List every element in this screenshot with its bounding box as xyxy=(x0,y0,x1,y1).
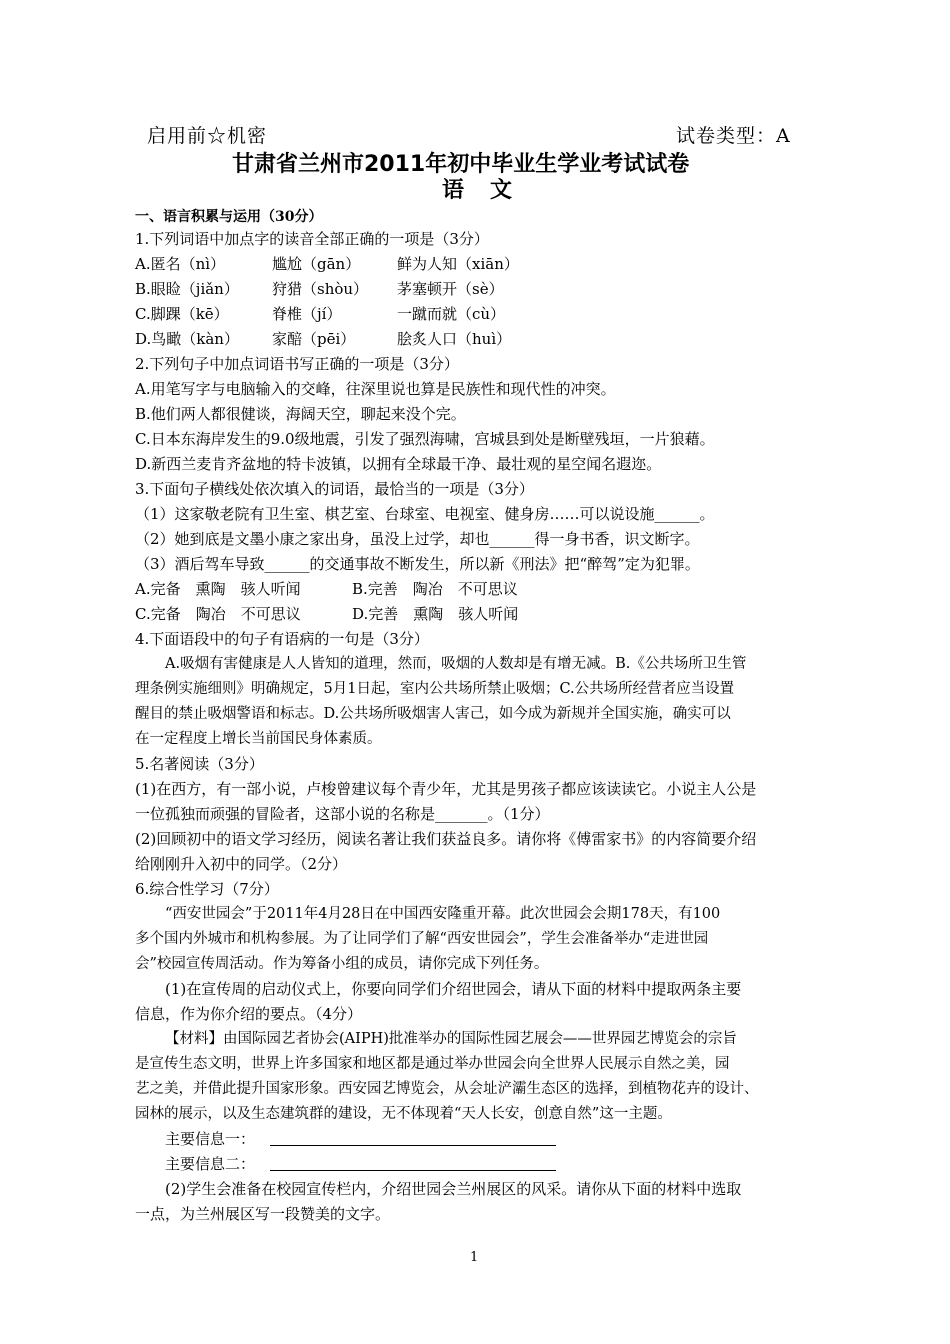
q1-d-word3: 脍炙人口（huì） xyxy=(397,330,512,348)
main-info-1-label: 主要信息一： xyxy=(165,1130,256,1148)
q5-text-line-1: (1)在西方，有一部小说，卢梭曾建议每个青少年，尤其是男孩子都应该读读它。小说主人公是 xyxy=(135,780,757,798)
q6-task-1-line-2: 信息，作为你介绍的要点。（4分） xyxy=(135,1005,363,1023)
q4-passage-line-3: 醒目的禁止吸烟警语和标志。D.公共场所吸烟害人害己，如今成为新规并全国实施，确实可以 xyxy=(135,706,731,722)
q3-option-a: A.完备 熏陶 骇人听闻 xyxy=(135,580,301,598)
q1-c-word2: 脊椎（jí） xyxy=(272,305,342,323)
q6-task-2-line-2: 一点，为兰州展区写一段赞美的文字。 xyxy=(135,1205,391,1223)
q4-passage-line-2: 理条例实施细则》明确规定，5月1日起，室内公共场所禁止吸烟；C.公共场所经营者应当设置 xyxy=(135,681,735,697)
q1-a-word3: 鲜为人知（xiān） xyxy=(397,255,519,273)
q3-sentence-3: （3）酒后驾车导致______的交通事故不断发生，所以新《刑法》把“醉驾”定为犯罪。 xyxy=(135,555,700,573)
q1-b-word1: B.眼睑（jiǎn） xyxy=(135,280,239,298)
q5-text-line-2: 一位孤独而顽强的冒险者，这部小说的名称是_______。（1分） xyxy=(135,805,550,823)
q4-passage-line-4: 在一定程度上增长当前国民身体素质。 xyxy=(135,731,382,747)
main-info-2-label: 主要信息二： xyxy=(165,1155,256,1173)
q2-option-b: B.他们两人都很健谈，海阔天空，聊起来没个完。 xyxy=(135,405,466,423)
q1-d-word1: D.鸟瞰（kàn） xyxy=(135,330,239,348)
q1-a-word1: A.匿名（nì） xyxy=(135,255,226,273)
q6-material-line-2: 是宣传生态文明，世界上许多国家和地区都是通过举办世园会向全世界人民展示自然之美，园 xyxy=(135,1056,730,1072)
q6-task-2-line-1: (2)学生会准备在校园宣传栏内，介绍世园会兰州展区的风采。请你从下面的材料中选取 xyxy=(165,1180,742,1198)
q1-c-word3: 一蹴而就（cù） xyxy=(397,305,506,323)
confidential-label: 启用前☆机密 xyxy=(147,125,268,147)
q1-b-word3: 茅塞顿开（sè） xyxy=(397,280,504,298)
q5-text-line-3: (2)回顾初中的语文学习经历，阅读名著让我们获益良多。请你将《傅雷家书》的内容简要介绍 xyxy=(135,830,757,848)
q1-d-word2: 家醅（pēi） xyxy=(272,330,356,348)
q6-task-1-line-1: (1)在宣传周的启动仪式上，你要向同学们介绍世园会，请从下面的材料中提取两条主要 xyxy=(165,980,742,998)
main-info-1-answer-line[interactable] xyxy=(270,1145,556,1146)
q3-sentence-1: （1）这家敬老院有卫生室、棋艺室、台球室、电视室、健身房……可以说设施______。 xyxy=(135,505,715,523)
q2-option-c: C.日本东海岸发生的9.0级地震，引发了强烈海啸，宫城县到处是断壁残垣，一片狼藉。 xyxy=(135,430,715,448)
q6-material-line-4: 园林的展示，以及生态建筑群的建设，无不体现着“天人长安，创意自然”这一主题。 xyxy=(135,1106,672,1122)
q3-option-b: B.完善 陶冶 不可思议 xyxy=(352,580,518,598)
subject-title: 语文 xyxy=(442,178,539,203)
q2-option-d: D.新西兰麦肯齐盆地的特卡波镇，以拥有全球最干净、最壮观的星空闻名遐迩。 xyxy=(135,455,662,473)
q5-text-line-4: 给刚刚升入初中的同学。（2分） xyxy=(135,855,348,873)
q3-sentence-2: （2）她到底是文墨小康之家出身，虽没上过学，却也______得一身书香，识文断字。 xyxy=(135,530,700,548)
question-2-stem: 2.下列句子中加点词语书写正确的一项是（3分） xyxy=(135,355,459,373)
q3-option-c: C.完备 陶冶 不可思议 xyxy=(135,605,301,623)
question-1-stem: 1.下列词语中加点字的读音全部正确的一项是（3分） xyxy=(135,230,489,248)
question-4-stem: 4.下面语段中的句子有语病的一句是（3分） xyxy=(135,630,429,648)
main-info-2-answer-line[interactable] xyxy=(270,1170,556,1171)
q6-intro-line-2: 多个国内外城市和机构参展。为了让同学们了解“西安世园会”，学生会准备举办“走进世园 xyxy=(135,931,709,947)
q3-option-d: D.完善 熏陶 骇人听闻 xyxy=(352,605,519,623)
paper-type-label: 试卷类型：A xyxy=(676,125,791,147)
q1-b-word2: 狩猎（shòu） xyxy=(272,280,369,298)
section-heading: 一、语言积累与运用（30分） xyxy=(135,209,323,225)
question-5-stem: 5.名著阅读（3分） xyxy=(135,755,264,773)
question-6-stem: 6.综合性学习（7分） xyxy=(135,880,279,898)
q6-material-line-1: 【材料】由国际园艺者协会(AIPH)批准举办的国际性园艺展会——世界园艺博览会的宗旨 xyxy=(165,1031,737,1047)
q6-intro-line-1: “西安世园会”于2011年4月28日在中国西安隆重开幕。此次世园会会期178天，有100 xyxy=(165,906,721,922)
question-3-stem: 3.下面句子横线处依次填入的词语，最恰当的一项是（3分） xyxy=(135,480,534,498)
exam-title: 甘肃省兰州市2011年初中毕业生学业考试试卷 xyxy=(232,152,690,177)
q4-passage-line-1: A.吸烟有害健康是人人皆知的道理，然而，吸烟的人数却是有增无减。B.《公共场所卫生管 xyxy=(165,656,747,672)
page-number: 1 xyxy=(470,1250,479,1265)
q6-material-line-3: 艺之美，并借此提升国家形象。西安园艺博览会，从会址浐灞生态区的选择，到植物花卉的设计、 xyxy=(135,1081,759,1097)
q1-c-word1: C.脚踝（kē） xyxy=(135,305,229,323)
q1-a-word2: 尴尬（gān） xyxy=(272,255,361,273)
q6-intro-line-3: 会”校园宣传周活动。作为筹备小组的成员，请你完成下列任务。 xyxy=(135,956,549,972)
q2-option-a: A.用笔写字与电脑输入的交峰，往深里说也算是民族性和现代性的冲突。 xyxy=(135,380,616,398)
